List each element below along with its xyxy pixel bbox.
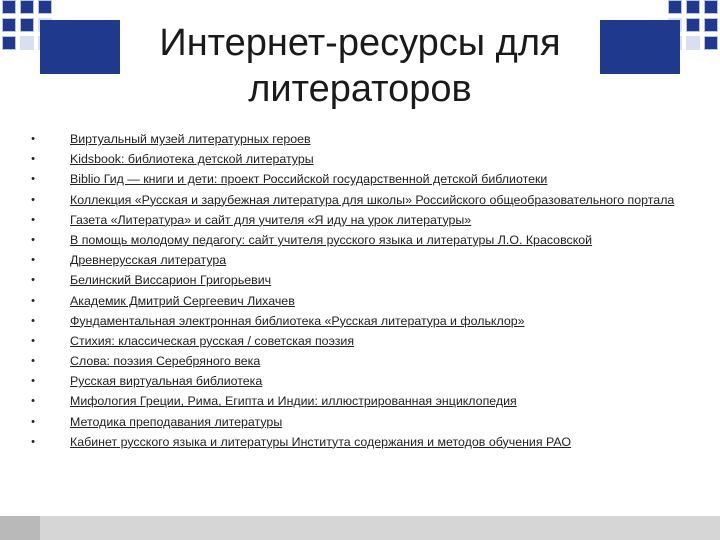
decor-square xyxy=(668,0,682,14)
list-item xyxy=(26,353,686,369)
bullet-icon: • xyxy=(31,435,35,448)
resource-link[interactable]: Методика преподавания литературы xyxy=(70,414,283,429)
list-item xyxy=(26,293,686,309)
decor-square xyxy=(20,0,34,14)
list-item xyxy=(26,414,686,430)
bullet-icon: • xyxy=(31,314,35,327)
decor-square xyxy=(2,36,16,50)
bullet-icon: • xyxy=(31,395,35,408)
bullet-icon: • xyxy=(31,334,35,347)
resource-link[interactable]: В помощь молодому педагогу: сайт учителя русского языка и литературы Л.О. Красовской xyxy=(70,232,593,247)
decor-square xyxy=(704,36,718,50)
decor-square xyxy=(2,0,16,14)
list-item xyxy=(26,131,686,147)
bullet-icon: • xyxy=(31,153,35,166)
list-item xyxy=(26,151,686,167)
bullet-icon: • xyxy=(31,294,35,307)
decor-square xyxy=(704,0,718,14)
resource-link[interactable]: Стихия: классическая русская / советская поэзия xyxy=(70,333,355,348)
list-item xyxy=(26,373,686,389)
list-item xyxy=(26,272,686,288)
list-item xyxy=(26,232,686,248)
resource-link[interactable]: Кабинет русского языка и литературы Института содержания и методов обучения РАО xyxy=(70,434,572,449)
slide-title-line2: литераторов xyxy=(248,68,472,110)
bullet-icon: • xyxy=(31,415,35,428)
list-item xyxy=(26,313,686,329)
resource-link[interactable]: Kidsbook: библиотека детской литературы xyxy=(70,152,314,167)
decor-square xyxy=(686,36,700,50)
bullet-icon: • xyxy=(31,254,35,267)
bullet-icon: • xyxy=(31,193,35,206)
list-item xyxy=(26,252,686,268)
bullet-icon: • xyxy=(31,233,35,246)
decor-square xyxy=(2,18,16,32)
resource-link[interactable]: Biblio Гид — книги и дети: проект Российской государственной детской библиотеки xyxy=(70,172,548,187)
slide-title xyxy=(40,20,680,112)
bullet-icon: • xyxy=(31,213,35,226)
list-item xyxy=(26,171,686,187)
slide-title-line1: Интернет-ресурсы для xyxy=(159,22,561,64)
resource-link[interactable]: Фундаментальная электронная библиотека «Русская литература и фольклор» xyxy=(70,313,525,328)
resource-link-list xyxy=(26,131,686,454)
resource-link[interactable]: Коллекция «Русская и зарубежная литература для школы» Российского общеобразовательного портала xyxy=(70,192,675,207)
list-item xyxy=(26,434,686,450)
list-item xyxy=(26,212,686,228)
decor-square xyxy=(20,36,34,50)
bullet-icon: • xyxy=(31,355,35,368)
decor-square xyxy=(704,18,718,32)
bullet-icon: • xyxy=(31,274,35,287)
list-item xyxy=(26,192,686,208)
list-item xyxy=(26,393,686,409)
decor-square xyxy=(38,0,52,14)
footer-bar xyxy=(0,516,720,540)
decor-square xyxy=(686,18,700,32)
decor-square xyxy=(20,18,34,32)
list-item xyxy=(26,333,686,349)
resource-link[interactable]: Мифология Греции, Рима, Египта и Индии: иллюстрированная энциклопедия xyxy=(70,394,517,409)
resource-link[interactable]: Белинский Виссарион Григорьевич xyxy=(70,273,272,288)
bullet-icon: • xyxy=(31,173,35,186)
resource-link[interactable]: Древнерусская литература xyxy=(70,253,227,268)
footer-accent xyxy=(0,516,40,540)
resource-link[interactable]: Русская виртуальная библиотека xyxy=(70,374,263,389)
resource-link[interactable]: Академик Дмитрий Сергеевич Лихачев xyxy=(70,293,295,308)
decor-square xyxy=(686,0,700,14)
resource-link[interactable]: Газета «Литература» и сайт для учителя «Я иду на урок литературы» xyxy=(70,212,472,227)
bullet-icon: • xyxy=(31,133,35,145)
resource-link[interactable]: Виртуальный музей литературных героев xyxy=(70,132,311,146)
bullet-icon: • xyxy=(31,375,35,388)
resource-link[interactable]: Слова: поэзия Серебряного века xyxy=(70,354,261,369)
